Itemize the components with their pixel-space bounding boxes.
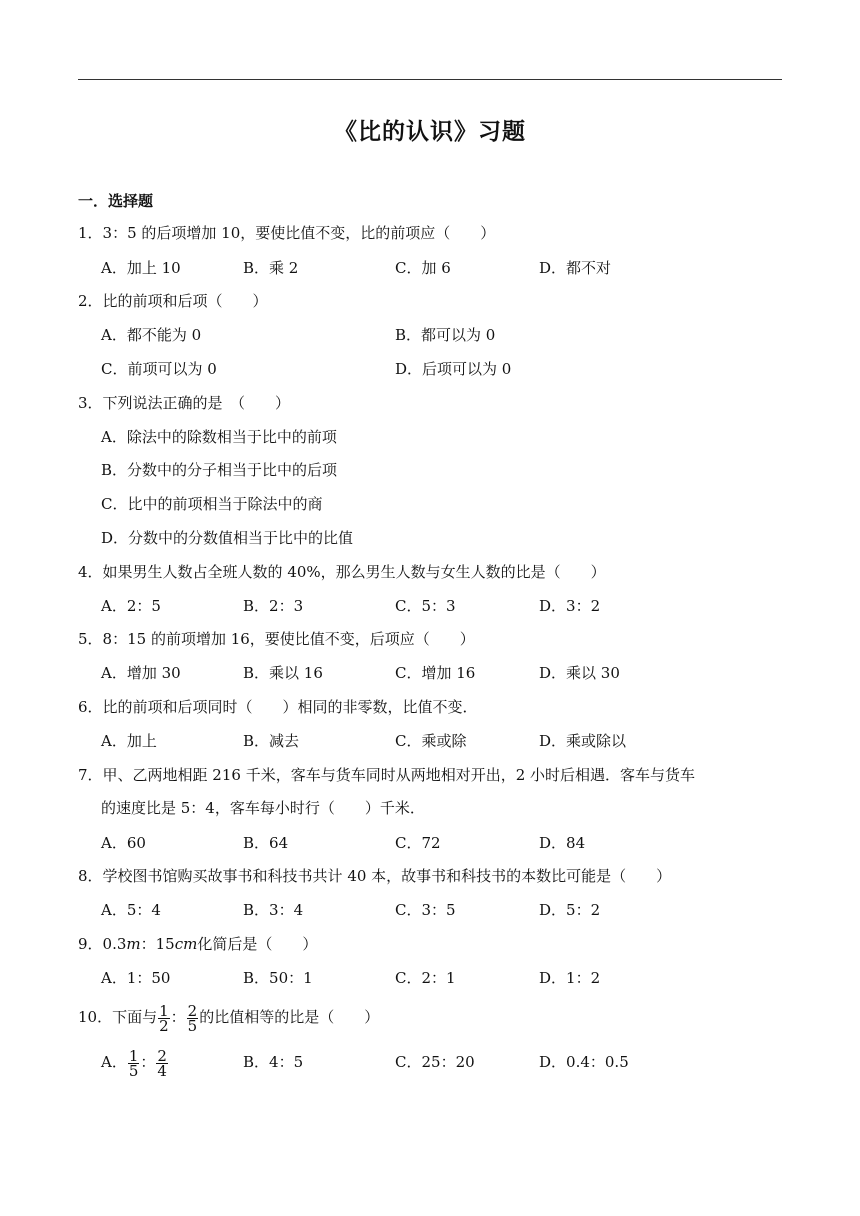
question-7-stem-continued: 的速度比是 5：4，客车每小时行（ ）千米． [101,799,425,817]
option-d: D．84 [539,834,586,852]
question-8-options [101,899,741,921]
ratio-colon: ： [140,1053,156,1071]
fraction-denominator: 5 [187,1016,198,1035]
question-8-stem: 8．学校图书馆购买故事书和科技书共计 40 本，故事书和科技书的本数比可能是（ ） [78,867,672,885]
option-a: A．2：5 [101,597,161,615]
fraction-numerator: 2 [157,1046,167,1065]
option-c: C．3：5 [395,901,456,919]
option-b: B．2：3 [243,597,304,615]
option-b: B．4：5 [243,1053,304,1071]
question-6-options [101,730,741,752]
option-c: C．比中的前项相当于除法中的商 [101,495,323,513]
option-c: C．加 6 [395,259,451,277]
option-c: C．25：20 [395,1053,475,1071]
option-d: D．5：2 [539,901,601,919]
option-d: D．乘或除以 [539,732,627,750]
fraction [128,1046,140,1080]
option-a: A．除法中的除数相当于比中的前项 [101,428,337,446]
option-d: D．0.4：0.5 [539,1053,629,1071]
page-title: 《比的认识》习题 [334,119,526,145]
fraction-numerator: 1 [159,1001,169,1020]
option-a: A．1：50 [101,969,171,987]
option-a [101,1045,169,1079]
question-10-stem [78,1000,379,1034]
option-c: C．72 [395,834,441,852]
option-c: C．前项可以为 0 [101,360,217,378]
section-heading: 一．选择题 [78,192,154,210]
option-b: B．3：4 [243,901,304,919]
question-4-stem: 4．如果男生人数占全班人数的 40%，那么男生人数与女生人数的比是（ ） [78,563,606,581]
option-a: A．加上 10 [101,259,181,277]
fraction-numerator: 1 [128,1046,139,1065]
option-d: D．后项可以为 0 [395,360,512,378]
option-a: A．加上 [101,732,157,750]
question-9-text-pre: 9．0.3 [78,935,127,953]
question-10-text-post: 的比值相等的比是（ ） [199,1008,380,1026]
question-1-stem: 1．3：5 的后项增加 10，要使比值不变，比的前项应（ ） [78,224,496,242]
option-d: D．1：2 [539,969,601,987]
question-3-option-d [101,527,741,549]
option-b: B．64 [243,834,289,852]
option-a: A．都不能为 0 [101,326,202,344]
unit-centimeter: cm [174,935,198,953]
question-7-options [101,832,741,854]
question-3-option-b [101,459,741,481]
question-10-options [101,1045,741,1079]
question-5-stem: 5．8：15 的前项增加 16，要使比值不变，后项应（ ） [78,630,475,648]
option-a: A．5：4 [101,901,161,919]
option-a: A．增加 30 [101,664,181,682]
question-9-options [101,967,741,989]
unit-meter: m [126,935,141,953]
question-3-option-c [101,493,741,515]
question-2-stem: 2．比的前项和后项（ ） [78,292,268,310]
fraction [156,1046,168,1080]
question-9-stem [78,933,317,955]
question-10-text-pre: 10．下面与 [78,1008,158,1026]
option-d: D．乘以 30 [539,664,620,682]
fraction-denominator: 5 [128,1061,139,1080]
question-9-text-mid: ：15 [140,935,175,953]
option-c: C．5：3 [395,597,456,615]
fraction-numerator: 2 [187,1001,198,1020]
option-b: B．50：1 [243,969,313,987]
option-a-label: A． [101,1053,127,1071]
question-7-stem: 7．甲、乙两地相距 216 千米，客车与货车同时从两地相对开出，2 小时后相遇．客车与货车 [78,766,696,784]
question-3-stem: 3．下列说法正确的是 （ ） [78,394,291,412]
ratio-colon: ： [170,1008,186,1026]
option-d: D．3：2 [539,597,601,615]
question-1-options [101,257,741,279]
question-9-text-post: 化简后是（ ） [197,935,318,953]
header-rule [78,79,782,80]
question-6-stem: 6．比的前项和后项同时（ ）相同的非零数，比值不变． [78,698,478,716]
option-b: B．乘以 16 [243,664,323,682]
option-a: A．60 [101,834,146,852]
option-d: D．分数中的分数值相当于比中的比值 [101,529,354,547]
question-5-options [101,662,741,684]
option-d: D．都不对 [539,259,612,277]
question-4-options [101,595,741,617]
option-c: C．2：1 [395,969,456,987]
fraction [187,1001,199,1035]
option-b: B．都可以为 0 [395,326,496,344]
fraction-denominator: 4 [157,1061,167,1080]
question-3-option-a [101,426,741,448]
option-b: B．减去 [243,732,300,750]
option-c: C．乘或除 [395,732,467,750]
question-2-options-row1 [101,324,741,346]
option-b: B．乘 2 [243,259,299,277]
question-2-options-row2 [101,358,741,380]
option-c: C．增加 16 [395,664,476,682]
option-b: B．分数中的分子相当于比中的后项 [101,461,338,479]
fraction [158,1001,170,1035]
fraction-denominator: 2 [159,1016,169,1035]
